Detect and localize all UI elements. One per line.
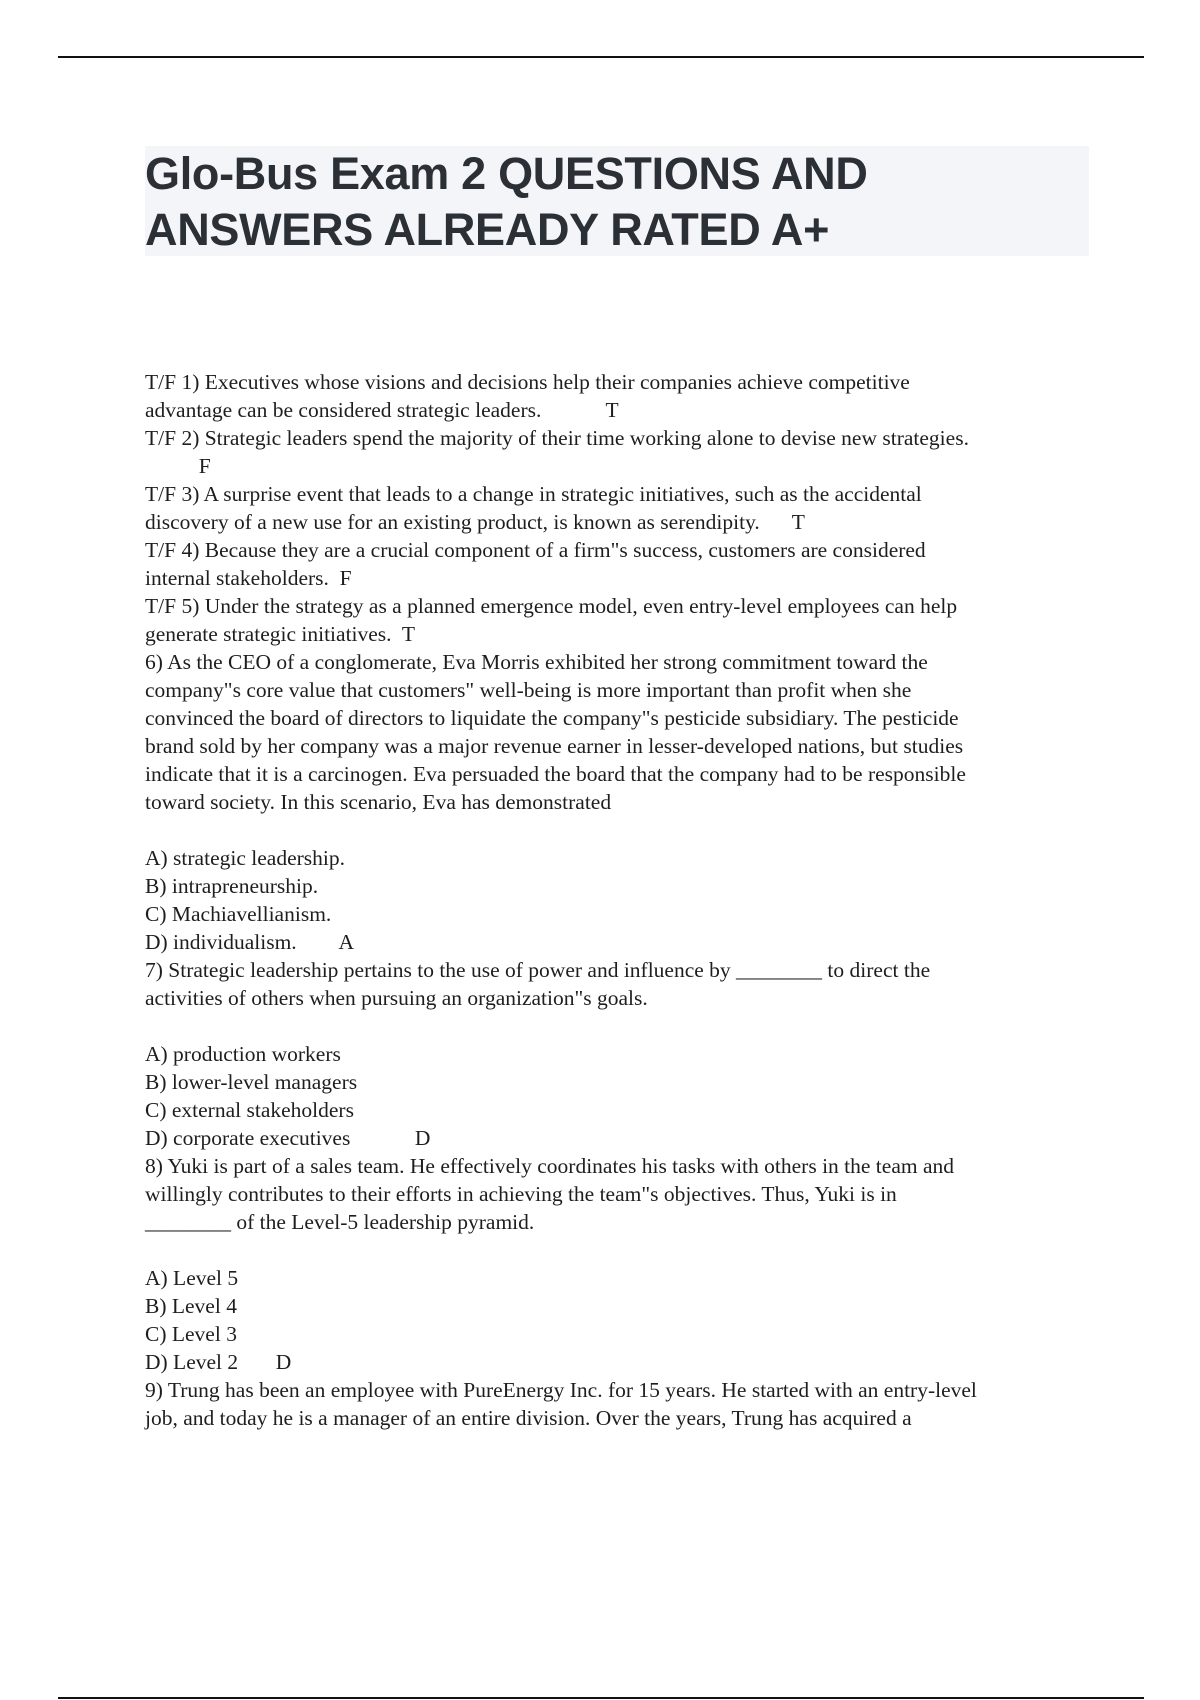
question-5-answer: T <box>401 622 416 646</box>
question-2-answer: F <box>198 454 211 478</box>
question-3-line-2: discovery of a new use for an existing product, is known as serendipity. T <box>145 510 805 534</box>
question-7-answer: D <box>414 1126 431 1150</box>
question-8-option-b: B) Level 4 <box>145 1294 237 1318</box>
question-4 <box>145 536 1095 592</box>
question-6-line-5: indicate that it is a carcinogen. Eva persuaded the board that the company had to be responsible <box>145 762 966 786</box>
question-4-line-2: internal stakeholders. F <box>145 566 352 590</box>
question-1-answer: T <box>605 398 619 422</box>
question-1 <box>145 368 1095 424</box>
question-8 <box>145 1152 1095 1376</box>
question-5-line-2: generate strategic initiatives. T <box>145 622 416 646</box>
question-list <box>145 368 1095 1432</box>
spacer <box>145 816 1095 844</box>
question-1-line-2: advantage can be considered strategic leaders. T <box>145 398 619 422</box>
question-5-line-1: T/F 5) Under the strategy as a planned emergence model, even entry-level employees can help <box>145 594 958 618</box>
question-8-option-d: D) Level 2 D <box>145 1350 292 1374</box>
question-7-option-b: B) lower-level managers <box>145 1070 358 1094</box>
question-3-answer: T <box>791 510 805 534</box>
question-9-line-1: 9) Trung has been an employee with PureEnergy Inc. for 15 years. He started with an entry-level <box>145 1378 977 1402</box>
question-7 <box>145 956 1095 1152</box>
question-6-line-2: company"s core value that customers" well-being is more important than profit when she <box>145 678 912 702</box>
question-6 <box>145 648 1095 956</box>
title-line-2: ANSWERS ALREADY RATED A+ <box>145 204 830 255</box>
top-rule <box>58 56 1144 58</box>
question-5 <box>145 592 1095 648</box>
question-1-line-1: T/F 1) Executives whose visions and decisions help their companies achieve competitive <box>145 370 910 394</box>
question-9-line-2: job, and today he is a manager of an entire division. Over the years, Trung has acquired a <box>145 1406 912 1430</box>
document-title <box>145 146 1089 258</box>
question-8-line-1: 8) Yuki is part of a sales team. He effectively coordinates his tasks with others in the team and <box>145 1154 955 1178</box>
question-6-line-3: convinced the board of directors to liquidate the company"s pesticide subsidiary. The pesticide <box>145 706 959 730</box>
question-7-line-2: activities of others when pursuing an organization"s goals. <box>145 986 648 1010</box>
question-3 <box>145 480 1095 536</box>
question-9 <box>145 1376 1095 1432</box>
question-8-line-3: ________ of the Level-5 leadership pyramid. <box>145 1210 535 1234</box>
question-6-line-6: toward society. In this scenario, Eva has demonstrated <box>145 790 612 814</box>
question-2-line-1: T/F 2) Strategic leaders spend the majority of their time working alone to devise new strategies. <box>145 426 969 450</box>
question-6-answer: A <box>338 930 355 954</box>
question-2 <box>145 424 1095 480</box>
spacer <box>145 1012 1095 1040</box>
question-4-line-1: T/F 4) Because they are a crucial component of a firm"s success, customers are considered <box>145 538 926 562</box>
title-line-1: Glo-Bus Exam 2 QUESTIONS AND <box>145 148 868 199</box>
question-3-line-1: T/F 3) A surprise event that leads to a change in strategic initiatives, such as the accidental <box>145 482 922 506</box>
question-8-option-c: C) Level 3 <box>145 1322 237 1346</box>
spacer <box>145 1236 1095 1264</box>
question-6-option-b: B) intrapreneurship. <box>145 874 319 898</box>
question-8-option-a: A) Level 5 <box>145 1266 239 1290</box>
question-6-line-4: brand sold by her company was a major revenue earner in lesser-developed nations, but studies <box>145 734 964 758</box>
question-7-option-d: D) corporate executives D <box>145 1126 431 1150</box>
question-8-answer: D <box>275 1350 292 1374</box>
question-7-option-c: C) external stakeholders <box>145 1098 354 1122</box>
bottom-rule <box>58 1697 1144 1699</box>
question-7-option-a: A) production workers <box>145 1042 341 1066</box>
question-7-line-1: 7) Strategic leadership pertains to the use of power and influence by ________ to direct the <box>145 958 931 982</box>
question-6-option-d: D) individualism. A <box>145 930 355 954</box>
question-6-option-a: A) strategic leadership. <box>145 846 345 870</box>
question-8-line-2: willingly contributes to their efforts in achieving the team"s objectives. Thus, Yuki is in <box>145 1182 897 1206</box>
question-6-option-c: C) Machiavellianism. <box>145 902 332 926</box>
question-6-line-1: 6) As the CEO of a conglomerate, Eva Morris exhibited her strong commitment toward the <box>145 650 928 674</box>
question-4-answer: F <box>339 566 352 590</box>
question-2-answer-line <box>145 452 1095 480</box>
title-banner <box>145 146 1089 256</box>
